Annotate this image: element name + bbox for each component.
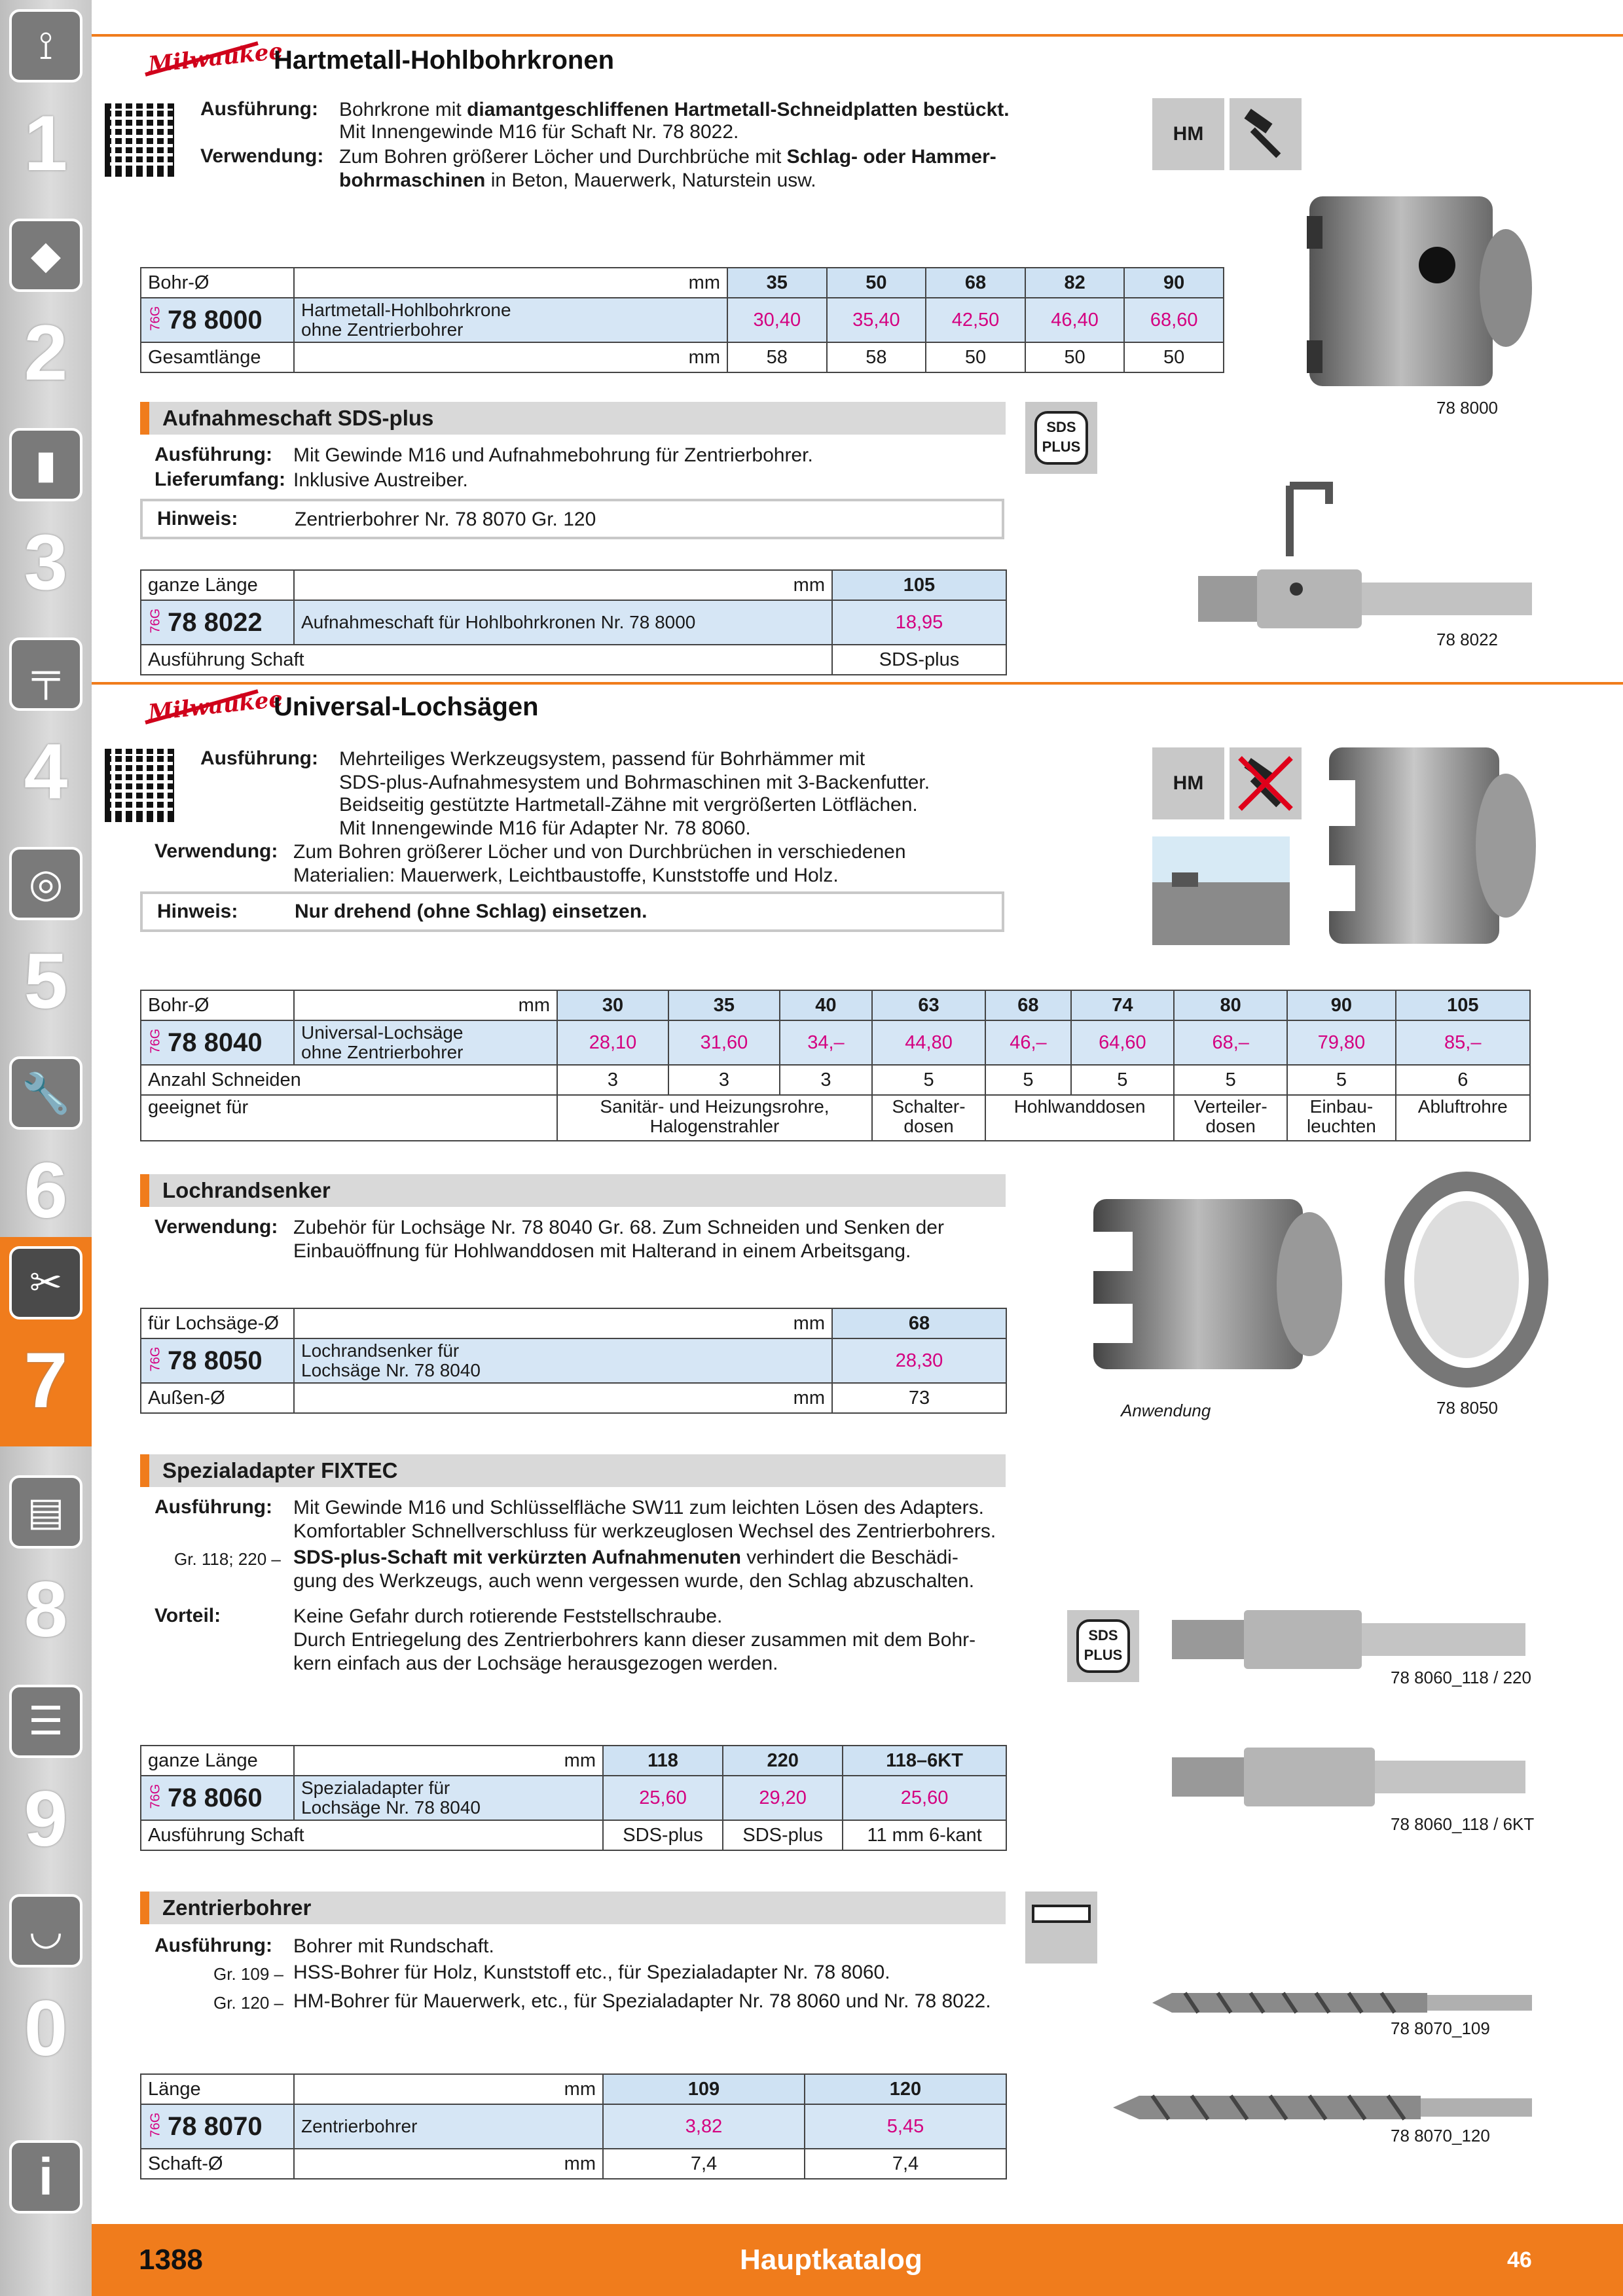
section-title-hohlbohrkronen: Hartmetall-Hohlbohrkronen (274, 46, 615, 75)
chapter-tab-7[interactable]: ✂ 7 (0, 1237, 92, 1446)
unit: mm (294, 2074, 603, 2104)
price-cell: 46,– (985, 1020, 1071, 1065)
verwendung-label: Verwendung: (155, 1216, 278, 1238)
price-cell: 28,10 (557, 1020, 668, 1065)
size-cell: 82 (1025, 268, 1125, 298)
article-number[interactable]: 76G 78 8022 (141, 600, 294, 645)
outer-diameter-cell: 73 (832, 1383, 1006, 1413)
price-cell: 42,50 (926, 298, 1025, 342)
chapter-tab-3[interactable]: ▮ 3 (0, 419, 92, 628)
size-cell: 35 (727, 268, 827, 298)
verwendung-label: Verwendung: (155, 840, 278, 862)
wrench-icon: 🔧 (9, 1056, 82, 1130)
vorteil-text: Durch Entriegelung des Zentrierbohrers kann dieser zusammen mit dem Bohr- (293, 1629, 976, 1651)
image-caption: 78 8060_118 / 220 (1391, 1668, 1531, 1687)
size-note: SDS-plus-Schaft mit verkürzten Aufnahmenuten verhindert die Beschädi- (293, 1547, 958, 1568)
toolbox-icon: ▤ (9, 1475, 82, 1549)
row-label: Bohr-Ø (141, 990, 294, 1020)
hint-text: Zentrierbohrer Nr. 78 8070 Gr. 120 (295, 509, 596, 530)
price-cell: 64,60 (1071, 1020, 1174, 1065)
sds-shank-image (1192, 478, 1545, 648)
svg-text:Milwaukee: Milwaukee (147, 38, 284, 79)
hint-label: Hinweis: (157, 901, 238, 922)
image-caption: 78 8070_109 (1391, 2018, 1490, 2038)
page-number: 1388 (139, 2244, 203, 2276)
pliers-icon: ✂ (9, 1246, 82, 1319)
size-cell: 118–6KT (843, 1746, 1006, 1776)
vorteil-text: kern einfach aus der Lochsäge herausgezogen werden. (293, 1653, 778, 1674)
ausfuehrung-label: Ausführung: (200, 747, 318, 769)
article-description: Lochrandsenker für Lochsäge Nr. 78 8040 (294, 1338, 832, 1383)
cut-cell: 5 (872, 1065, 985, 1095)
lieferumfang-text: Inklusive Austreiber. (293, 469, 468, 491)
chapter-tab-8[interactable]: ▤ 8 (0, 1466, 92, 1676)
size-cell: 68 (985, 990, 1071, 1020)
table-spezialadapter (140, 1745, 1007, 1851)
subsection-header (140, 1454, 1006, 1487)
unit: mm (294, 990, 557, 1020)
cut-cell: 5 (1287, 1065, 1395, 1095)
ausfuehrung-label: Ausführung: (155, 444, 272, 465)
suitable-cell: Einbau- leuchten (1287, 1095, 1395, 1141)
price-cell: 34,– (780, 1020, 872, 1065)
cut-cell: 5 (1071, 1065, 1174, 1095)
size-cell: 105 (832, 570, 1006, 600)
image-caption: 78 8070_120 (1391, 2126, 1490, 2145)
hammer-icon (1230, 98, 1302, 170)
cut-cell: 3 (557, 1065, 668, 1095)
size-note-2: gung des Werkzeugs, auch wenn vergessen wurde, den Schlag abzuschalten. (293, 1570, 975, 1592)
size-cell: 105 (1396, 990, 1530, 1020)
row-label: Außen-Ø (141, 1383, 294, 1413)
ausfuehrung-text: Mit Gewinde M16 und Aufnahmebohrung für Zentrierbohrer. (293, 444, 813, 466)
article-description: Universal-Lochsäge ohne Zentrierbohrer (294, 1020, 557, 1065)
size-cell: 80 (1174, 990, 1287, 1020)
image-caption: 78 8060_118 / 6KT (1391, 1814, 1535, 1834)
article-description: Spezialadapter für Lochsäge Nr. 78 8040 (294, 1776, 603, 1820)
article-description: Aufnahmeschaft für Hohlbohrkronen Nr. 78 8000 (294, 600, 832, 645)
cut-cell: 3 (780, 1065, 872, 1095)
price-cell: 68,60 (1124, 298, 1224, 342)
article-number[interactable]: 76G 78 8070 (141, 2104, 294, 2149)
price-cell: 18,95 (832, 600, 1006, 645)
round-shank-badge (1025, 1892, 1097, 1964)
chapter-tab-5[interactable]: ◎ 5 (0, 838, 92, 1047)
lieferumfang-label: Lieferumfang: (155, 469, 286, 490)
subsection-header (140, 1892, 1006, 1924)
ausfuehrung-label: Ausführung: (155, 1935, 272, 1956)
hm-badge: HM (1152, 747, 1224, 819)
chapter-sidebar (0, 0, 92, 2296)
size-cell: 118 (603, 1746, 723, 1776)
table-hohlbohrkronen (140, 267, 1224, 373)
table-zentrierbohrer (140, 2073, 1007, 2179)
suitable-cell: Schalter- dosen (872, 1095, 985, 1141)
image-caption: 78 8000 (1436, 398, 1498, 418)
chapter-tab-9[interactable]: ☰ 9 (0, 1676, 92, 1885)
unit: mm (294, 1746, 603, 1776)
shaft-cell: 11 mm 6-kant (843, 1820, 1006, 1850)
verwendung-label: Verwendung: (200, 145, 324, 167)
unit: mm (294, 1383, 832, 1413)
vorteil-text: Keine Gefahr durch rotierende Feststellschraube. (293, 1605, 723, 1627)
no-hammer-icon (1230, 747, 1302, 819)
caliper-icon: ╤ (9, 637, 82, 711)
countersink-image (1381, 1172, 1545, 1388)
size-cell: 50 (827, 268, 926, 298)
hint-box (140, 499, 1004, 539)
qr-code[interactable] (105, 749, 178, 822)
subsection-header (140, 402, 1006, 435)
ausfuehrung-text: Mehrteiliges Werkzeugsystem, passend für Bohrhämmer mit (339, 748, 866, 770)
size-cell: 90 (1124, 268, 1224, 298)
length-cell: 58 (827, 342, 926, 372)
article-number[interactable]: 76G 78 8040 (141, 1020, 294, 1065)
suitable-cell: Verteiler- dosen (1174, 1095, 1287, 1141)
size-cell: 63 (872, 990, 985, 1020)
shaft-cell: SDS-plus (603, 1820, 723, 1850)
price-cell: 35,40 (827, 298, 926, 342)
verwendung-text: Zubehör für Lochsäge Nr. 78 8040 Gr. 68. Zum Schneiden und Senken der (293, 1217, 944, 1238)
ausfuehrung-text: Mit Innengewinde M16 für Adapter Nr. 78 8060. (339, 817, 751, 839)
ausfuehrung-text: SDS-plus-Aufnahmesystem und Bohrmaschinen mit 3-Backenfutter. (339, 772, 930, 793)
price-cell: 30,40 (727, 298, 827, 342)
article-number[interactable]: 76G 78 8050 (141, 1338, 294, 1383)
article-description: Hartmetall-Hohlbohrkrone ohne Zentrierbohrer (294, 298, 727, 342)
svg-text:Milwaukee: Milwaukee (147, 686, 284, 726)
ausfuehrung-label: Ausführung: (200, 98, 318, 120)
price-cell: 44,80 (872, 1020, 985, 1065)
adapter-hex-image (1165, 1734, 1532, 1820)
cabinet-icon: ☰ (9, 1685, 82, 1758)
row-label: ganze Länge (141, 1746, 294, 1776)
row-label: ganze Länge (141, 570, 294, 600)
shaft-cell: SDS-plus (723, 1820, 843, 1850)
sds-plus-badge: SDS PLUS (1025, 402, 1097, 474)
verwendung-text: Einbauöffnung für Hohlwanddosen mit Halterand in einem Arbeitsgang. (293, 1240, 911, 1262)
vorteil-label: Vorteil: (155, 1605, 221, 1626)
chuck-icon: ▮ (9, 428, 82, 501)
size-label: Gr. 120 – (213, 1993, 283, 2013)
verwendung-text: Zum Bohren größerer Löcher und von Durchbrüchen in verschiedenen (293, 841, 906, 863)
row-label: Ausführung Schaft (141, 1820, 603, 1850)
unit: mm (294, 570, 832, 600)
chapter-tab-0[interactable]: ◡ 0 (0, 1885, 92, 2094)
chapter-tab-2[interactable]: ◆ 2 (0, 209, 92, 419)
row-label: Schaft-Ø (141, 2149, 294, 2179)
ausfuehrung-text: Bohrkrone mit diamantgeschliffenen Hartmetall-Schneidplatten bestückt. (339, 99, 1010, 120)
shaft-cell: 7,4 (603, 2149, 805, 2179)
chapter-tab-4[interactable]: ╤ 4 (0, 628, 92, 838)
unit: mm (294, 2149, 603, 2179)
size-cell: 30 (557, 990, 668, 1020)
ausfuehrung-text-2: Mit Innengewinde M16 für Schaft Nr. 78 8022. (339, 121, 739, 143)
size-cell: 68 (832, 1308, 1006, 1338)
footer-number: 46 (1507, 2248, 1532, 2272)
row-label: Anzahl Schneiden (141, 1065, 557, 1095)
application-image (1152, 836, 1290, 945)
catalog-title: Hauptkatalog (740, 2244, 922, 2276)
cut-cell: 6 (1396, 1065, 1530, 1095)
cut-cell: 3 (668, 1065, 780, 1095)
qr-code[interactable] (105, 103, 178, 177)
cut-cell: 5 (1174, 1065, 1287, 1095)
ausfuehrung-text: Bohrer mit Rundschaft. (293, 1935, 494, 1957)
ausfuehrung-text: Mit Gewinde M16 und Schlüsselfläche SW11 zum leichten Lösen des Adapters. (293, 1497, 985, 1518)
section-title-lochsaegen: Universal-Lochsägen (274, 692, 539, 721)
price-cell: 68,– (1174, 1020, 1287, 1065)
image-caption: 78 8050 (1436, 1398, 1498, 1418)
price-cell: 29,20 (723, 1776, 843, 1820)
article-description: Zentrierbohrer (294, 2104, 603, 2149)
shaft-cell: 7,4 (805, 2149, 1006, 2179)
size-cell: 109 (603, 2074, 805, 2104)
length-cell: 50 (1025, 342, 1125, 372)
subsection-title: Zentrierbohrer (162, 1895, 312, 1920)
ausfuehrung-text: Komfortabler Schnellverschluss für werkzeuglosen Wechsel des Zentrierbohrers. (293, 1520, 996, 1542)
unit: mm (294, 268, 727, 298)
hint-text: Nur drehend (ohne Schlag) einsetzen. (295, 901, 647, 922)
size-label: Gr. 118; 220 – (174, 1549, 281, 1569)
suitable-cell: Sanitär- und Heizungsrohre, Halogenstrahler (557, 1095, 872, 1141)
row-label: Gesamtlänge (141, 342, 294, 372)
subsection-title: Aufnahmeschaft SDS-plus (162, 406, 434, 430)
chapter-tab-6[interactable]: 🔧 6 (0, 1047, 92, 1257)
price-cell: 25,60 (603, 1776, 723, 1820)
application-caption: Anwendung (1121, 1401, 1211, 1420)
size-note: HSS-Bohrer für Holz, Kunststoff etc., für Spezialadapter Nr. 78 8060. (293, 1962, 890, 1983)
size-cell: 40 (780, 990, 872, 1020)
verwendung-text: Materialien: Mauerwerk, Leichtbaustoffe, Kunststoffe und Holz. (293, 865, 839, 886)
price-cell: 25,60 (843, 1776, 1006, 1820)
table-aufnahmeschaft (140, 569, 1007, 675)
verwendung-text: Zum Bohren größerer Löcher und Durchbrüche mit Schlag- oder Hammer- (339, 146, 996, 168)
suitable-cell: Hohlwanddosen (985, 1095, 1174, 1141)
info-icon: i (9, 2140, 82, 2214)
countersink-application-image (1080, 1173, 1355, 1395)
size-note: HM-Bohrer für Mauerwerk, etc., für Spezialadapter Nr. 78 8060 und Nr. 78 8022. (293, 1990, 991, 2012)
length-cell: 50 (1124, 342, 1224, 372)
hint-box (140, 891, 1004, 932)
core-bit-image (1296, 190, 1545, 399)
size-cell: 220 (723, 1746, 843, 1776)
subsection-title: Spezialadapter FIXTEC (162, 1458, 398, 1482)
unit: mm (294, 342, 727, 372)
row-label: für Lochsäge-Ø (141, 1308, 294, 1338)
ausfuehrung-label: Ausführung: (155, 1496, 272, 1518)
length-cell: 50 (926, 342, 1025, 372)
chapter-tab-1[interactable]: ⟟ 1 (0, 0, 92, 209)
cut-cell: 5 (985, 1065, 1071, 1095)
ausfuehrung-text: Beidseitig gestützte Hartmetall-Zähne mit vergrößerten Lötflächen. (339, 794, 918, 816)
price-cell: 46,40 (1025, 298, 1125, 342)
milwaukee-logo (143, 686, 284, 726)
size-cell: 68 (926, 268, 1025, 298)
size-cell: 90 (1287, 990, 1395, 1020)
article-number[interactable]: 76G 78 8060 (141, 1776, 294, 1820)
row-label: geeignet für (141, 1095, 557, 1141)
size-cell: 35 (668, 990, 780, 1020)
subsection-title: Lochrandsenker (162, 1178, 331, 1202)
price-cell: 31,60 (668, 1020, 780, 1065)
verwendung-text-2: bohrmaschinen in Beton, Mauerwerk, Naturstein usw. (339, 170, 816, 191)
price-cell: 79,80 (1287, 1020, 1395, 1065)
subsection-header (140, 1174, 1006, 1207)
row-label: Ausführung Schaft (141, 645, 832, 675)
section-divider (92, 34, 1623, 37)
drill-bit-icon: ⟟ (9, 9, 82, 82)
shaft-cell: SDS-plus (832, 645, 1006, 675)
chapter-tab-info[interactable] (0, 2094, 92, 2224)
suitable-cell: Abluftrohre (1396, 1095, 1530, 1141)
size-cell: 74 (1071, 990, 1174, 1020)
price-cell: 85,– (1396, 1020, 1530, 1065)
hole-saw-image (1316, 741, 1545, 950)
saw-blade-icon: ◎ (9, 847, 82, 920)
row-label: Länge (141, 2074, 294, 2104)
section-divider (92, 682, 1623, 685)
image-caption: 78 8022 (1436, 630, 1498, 649)
cutting-insert-icon: ◆ (9, 219, 82, 292)
hint-label: Hinweis: (157, 508, 238, 529)
milwaukee-logo (143, 38, 284, 79)
unit: mm (294, 1308, 832, 1338)
price-cell: 28,30 (832, 1338, 1006, 1383)
table-lochsaegen (140, 990, 1531, 1141)
page-footer (92, 2224, 1623, 2296)
article-number[interactable]: 76G 78 8000 (141, 298, 294, 342)
hm-badge: HM (1152, 98, 1224, 170)
size-cell: 120 (805, 2074, 1006, 2104)
table-lochrandsenker (140, 1308, 1007, 1414)
row-label: Bohr-Ø (141, 268, 294, 298)
price-cell: 5,45 (805, 2104, 1006, 2149)
safety-glasses-icon: ◡ (9, 1894, 82, 1967)
length-cell: 58 (727, 342, 827, 372)
sds-plus-badge: SDS PLUS (1067, 1610, 1139, 1682)
size-label: Gr. 109 – (213, 1964, 283, 1984)
price-cell: 3,82 (603, 2104, 805, 2149)
